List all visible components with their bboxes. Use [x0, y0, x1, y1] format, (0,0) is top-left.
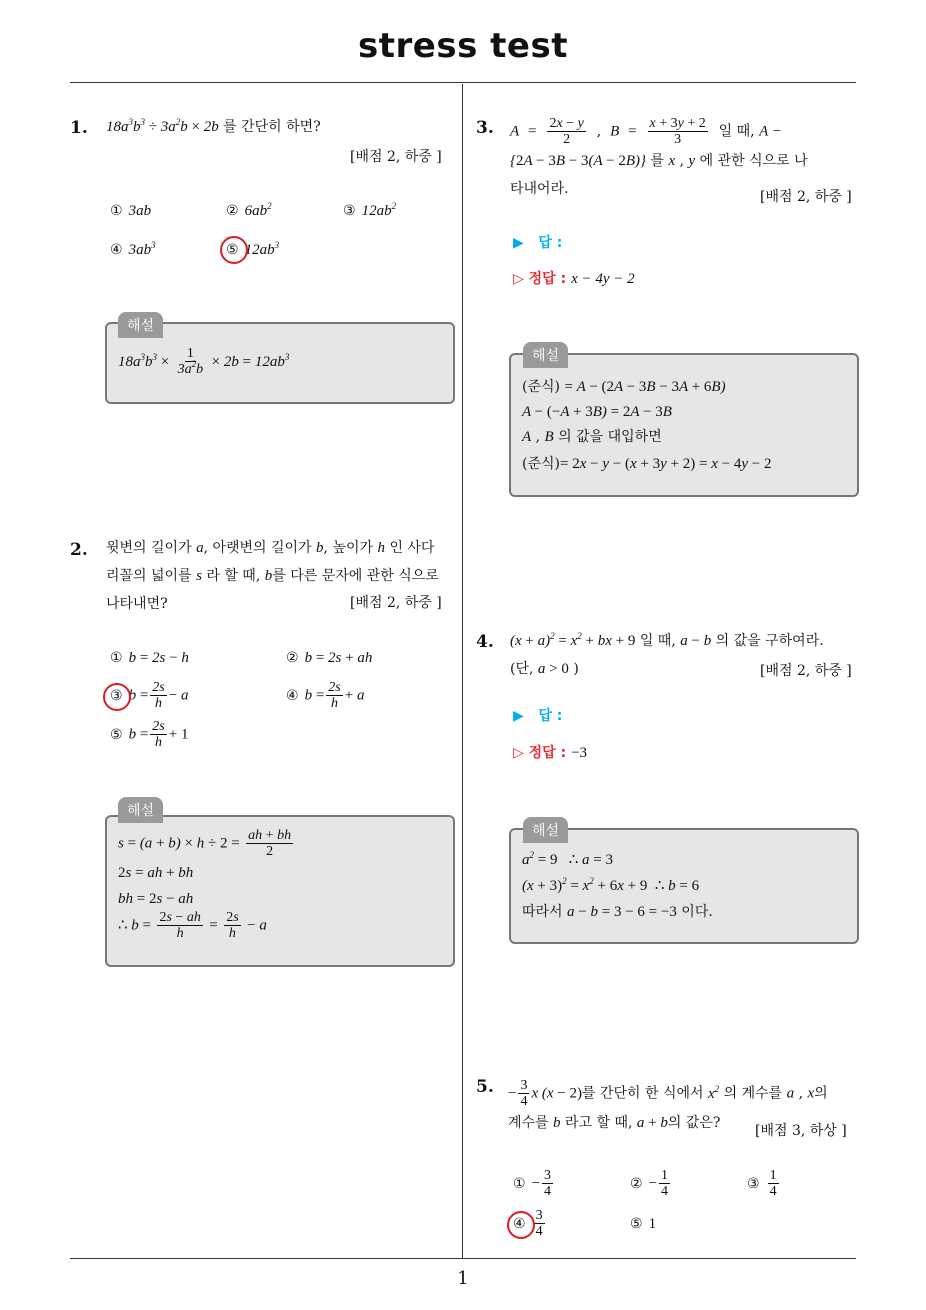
q4-correct-answer: ▷ 정답 : −3	[513, 745, 588, 761]
question-4-text: $(x + a)^2 = x^2$ + bx + 9 일 때, a − b 의 값을 구하여라. (단, a > 0 )	[510, 631, 824, 677]
question-2-number: 2.	[70, 540, 88, 560]
q5-answer-mark	[507, 1211, 535, 1239]
q4-solution-tab: 해설	[523, 817, 568, 843]
question-5-points: [배점 3, 하상 ]	[755, 1123, 847, 1139]
q2-choice-3[interactable]: ③ b = $\frac{2s}{h}$ − a	[110, 680, 189, 711]
q1-choice-5[interactable]: ⑤ $12ab^3$	[226, 240, 280, 258]
q5-choice-2[interactable]: ② − $\frac{1}{4}$	[630, 1168, 669, 1199]
question-4-points: [배점 2, 하중 ]	[760, 663, 852, 679]
q3-answer-prompt[interactable]: ▶ 답 :	[513, 235, 563, 251]
q3-solution-line-1: (준식) = A − (2A − 3B − 3A + 6B)	[522, 379, 726, 395]
q2-choice-2[interactable]: ② b = 2s + ah	[286, 650, 373, 666]
q4-solution-line-3: 따라서 a − b = 3 − 6 = −3 이다.	[522, 904, 713, 920]
question-3-text: A = $\frac{2x - y}{2}$ , B = $\frac{x + 3y + 2}{3}$ 일 때, A − {2A − 3B − 3(A − 2B)} 를 x , y 에 관한 식으로 나 타내어라.	[510, 116, 808, 197]
q1-choice-3[interactable]: ③ $12ab^2$	[343, 201, 397, 219]
q2-solution-line-2: 2s = ah + bh	[118, 865, 194, 881]
page-title: stress test	[358, 26, 568, 66]
q5-choice-4[interactable]: ④ $\frac{3}{4}$	[513, 1208, 543, 1239]
q2-answer-mark	[103, 683, 131, 711]
q3-solution-line-3: A , B 의 값을 대입하면	[522, 429, 662, 445]
q1-solution-text: $18a^3b^3$ × $\frac{1}{3a^2b}$ × $2b = 12ab^3$	[118, 346, 290, 377]
outline-triangle-icon: ▷	[513, 745, 524, 761]
q5-choice-1[interactable]: ① − $\frac{3}{4}$	[513, 1168, 552, 1199]
q2-solution-line-1: s = (a + b) × h ÷ 2 = $\frac{ah + bh}{2}$	[118, 828, 292, 859]
q3-solution-line-4: (준식)= 2x − y − (x + 3y + 2) = x − 4y − 2	[522, 456, 772, 472]
q1-choice-1[interactable]: ① 3ab	[110, 203, 152, 219]
q3-solution-tab: 해설	[523, 342, 568, 368]
outline-triangle-icon: ▷	[513, 271, 524, 287]
q2-solution-line-4: ∴ b = $\frac{2s - ah}{h}$ = $\frac{2s}{h}$ − a	[118, 910, 267, 941]
column-divider	[462, 84, 463, 1259]
question-2-text: 윗변의 길이가 a, 아랫변의 길이가 b, 높이가 h 인 사다 리꼴의 넓이를 s 라 할 때, b를 다른 문자에 관한 식으로 나타내면?	[106, 540, 439, 612]
q2-choice-5[interactable]: ⑤ b = $\frac{2s}{h}$ + 1	[110, 719, 189, 750]
q4-solution-line-2: $(x + 3)^2 = x^2 + 6x + 9$ ∴ b = 6	[522, 876, 700, 894]
question-2-points: [배점 2, 하중 ]	[350, 595, 442, 611]
bottom-divider	[70, 1258, 856, 1259]
q5-choice-5[interactable]: ⑤ 1	[630, 1216, 657, 1232]
question-5-number: 5.	[476, 1077, 494, 1097]
question-1-points: [배점 2, 하중 ]	[350, 149, 442, 165]
q4-solution-line-1: $a^2 = 9$ ∴ a = 3	[522, 850, 613, 868]
question-5-text: − $\frac{3}{4}$ x (x − 2)를 간단히 한 식에서 $x^2$ 의 계수를 a , x의 계수를 b 라고 할 때, a + b의 값은?	[508, 1078, 828, 1131]
question-1-suffix: 를 간단히 하면?	[223, 119, 321, 135]
q1-solution-tab: 해설	[118, 312, 163, 338]
question-1-number: 1.	[70, 118, 88, 138]
question-3-points: [배점 2, 하중 ]	[760, 189, 852, 205]
q4-answer-prompt[interactable]: ▶ 답 :	[513, 708, 563, 724]
top-divider	[70, 82, 856, 83]
page-number: 1	[457, 1268, 469, 1289]
q1-choice-4[interactable]: ④ $3ab^3$	[110, 240, 156, 258]
play-icon: ▶	[513, 708, 524, 724]
question-3-number: 3.	[476, 118, 494, 138]
q2-choice-4[interactable]: ④ b = $\frac{2s}{h}$ + a	[286, 680, 365, 711]
q1-answer-mark	[220, 236, 248, 264]
q2-choice-1[interactable]: ① b = 2s − h	[110, 650, 189, 666]
question-4-number: 4.	[476, 632, 494, 652]
q1-choice-2[interactable]: ② $6ab^2$	[226, 201, 272, 219]
question-1-text: $18a^3b^3 \div 3a^2b \times 2b$ 를 간단히 하면?	[106, 117, 321, 135]
q3-solution-line-2: A − (−A + 3B) = 2A − 3B	[522, 404, 672, 420]
q2-solution-tab: 해설	[118, 797, 163, 823]
q2-solution-line-3: bh = 2s − ah	[118, 891, 194, 907]
play-icon: ▶	[513, 235, 524, 251]
q3-correct-answer: ▷ 정답 : x − 4y − 2	[513, 271, 635, 287]
q5-choice-3[interactable]: ③ $\frac{1}{4}$	[747, 1168, 777, 1199]
